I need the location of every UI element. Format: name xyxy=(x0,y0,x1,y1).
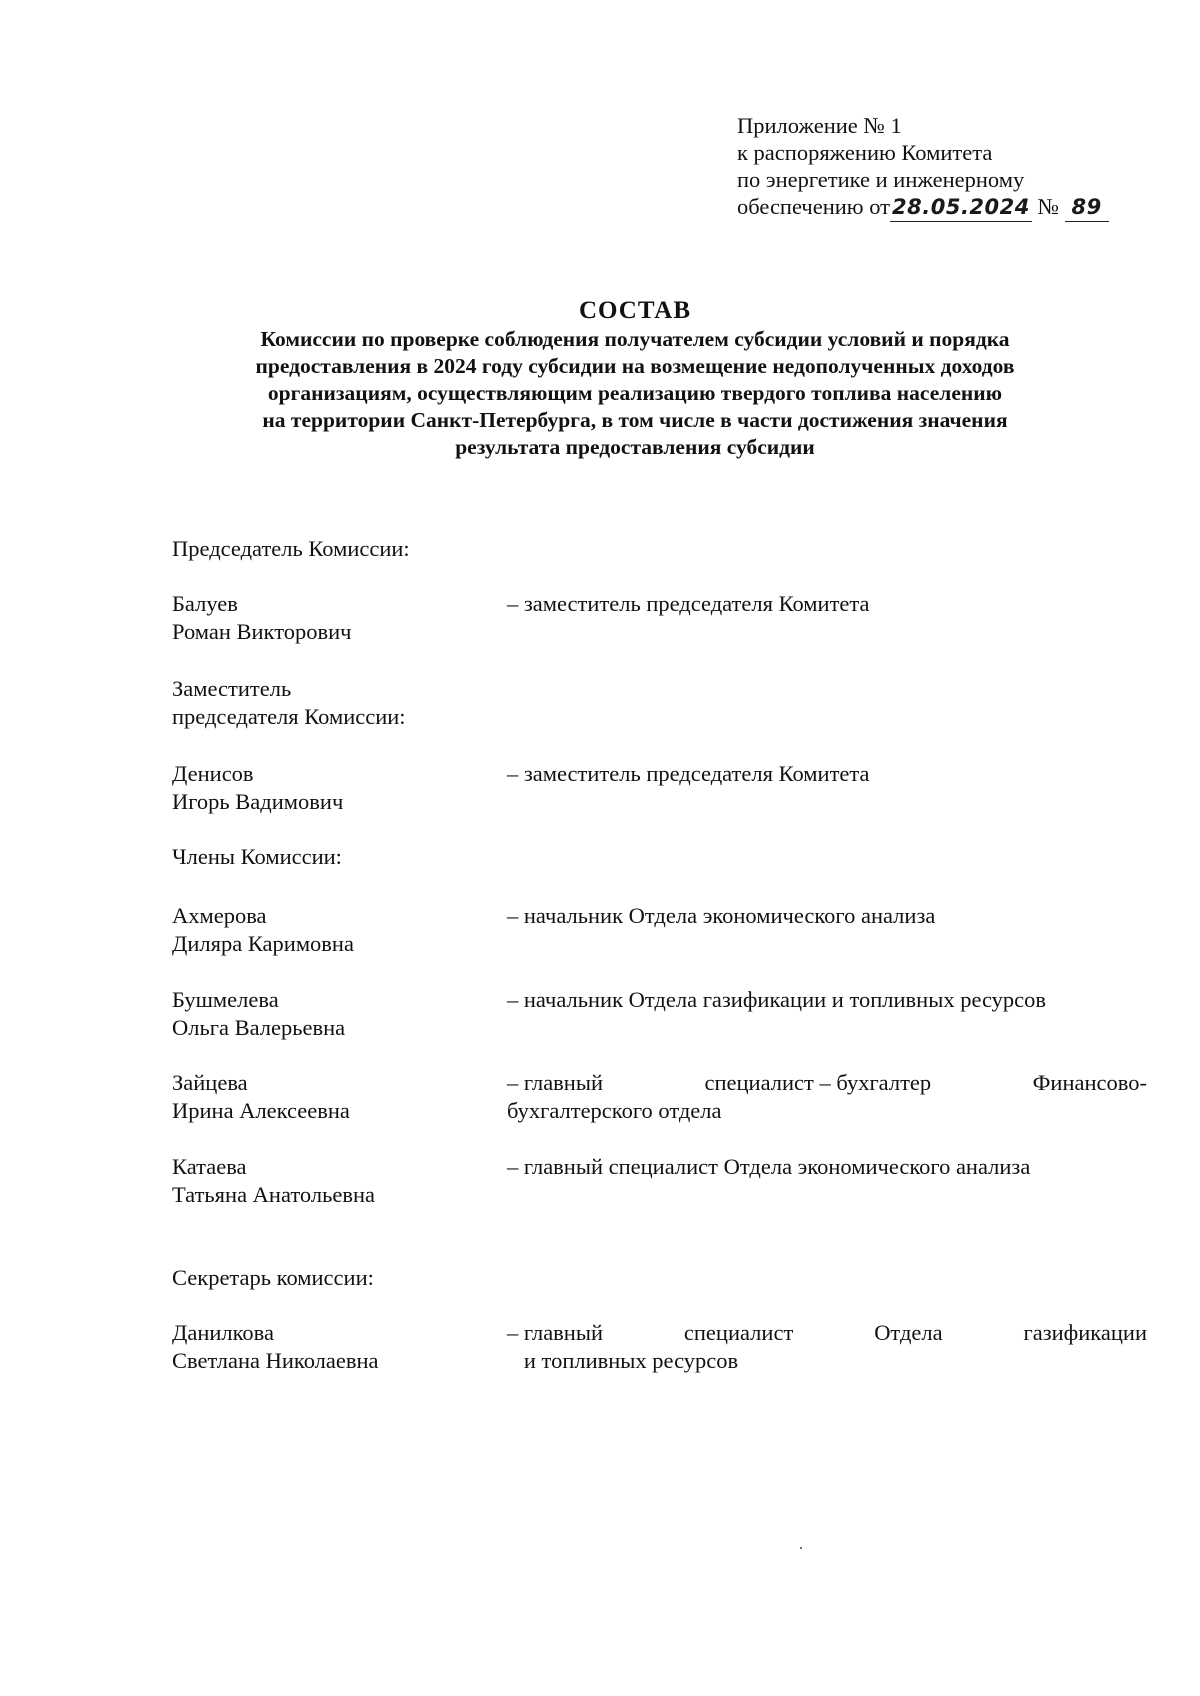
role-word: – главный xyxy=(507,1070,603,1095)
role-word: газификации xyxy=(1023,1320,1147,1345)
member-name xyxy=(172,590,492,646)
member-role xyxy=(507,1153,1147,1181)
member-given-name: Игорь Вадимович xyxy=(172,789,344,814)
handwritten-date: 28.05.2024 xyxy=(890,194,1032,222)
appendix-date-prefix: обеспечению от xyxy=(737,194,891,219)
deputy-label xyxy=(172,675,406,731)
member-role-line-2: бухгалтерского отдела xyxy=(507,1098,722,1123)
heading-subtitle-line-4: на территории Санкт-Петербурга, в том числе в части достижения значения xyxy=(262,408,1008,432)
members-label: Члены Комиссии: xyxy=(172,844,342,869)
member-role xyxy=(507,986,1147,1014)
member-role-line-2: и топливных ресурсов xyxy=(507,1348,739,1373)
member-name xyxy=(172,902,492,958)
appendix-line-3: по энергетике и инженерному xyxy=(737,167,1025,192)
document-title: СОСТАВ xyxy=(578,297,692,324)
member-role xyxy=(507,1319,1147,1375)
member-surname: Бушмелева xyxy=(172,987,279,1012)
number-sign: № xyxy=(1037,194,1059,219)
role-word: Финансово- xyxy=(1032,1070,1147,1095)
member-role xyxy=(507,902,1147,930)
member-role xyxy=(507,1069,1147,1125)
role-word: Отдела xyxy=(874,1320,943,1345)
secretary-label: Секретарь комиссии: xyxy=(172,1265,374,1290)
member-name xyxy=(172,760,492,816)
appendix-line-4 xyxy=(737,193,1109,222)
member-surname: Ахмерова xyxy=(172,903,267,928)
document-heading xyxy=(170,296,1100,461)
member-given-name: Ольга Валерьевна xyxy=(172,1015,346,1040)
role-word: специалист – бухгалтер xyxy=(704,1070,932,1095)
member-role-text: – начальник Отдела газификации и топливных ресурсов xyxy=(507,987,1047,1012)
member-surname: Зайцева xyxy=(172,1070,248,1095)
member-given-name: Диляра Каримовна xyxy=(172,931,354,956)
role-word: специалист xyxy=(683,1320,794,1345)
member-role xyxy=(507,760,1147,788)
member-role-text: – заместитель председателя Комитета xyxy=(507,761,870,786)
heading-subtitle-line-2: предоставления в 2024 году субсидии на возмещение недополученных доходов xyxy=(255,354,1015,378)
member-role xyxy=(507,590,1147,618)
member-given-name: Татьяна Анатольевна xyxy=(172,1182,375,1207)
member-role-line-1 xyxy=(507,1069,1147,1097)
member-surname: Денисов xyxy=(172,761,254,786)
member-surname: Данилкова xyxy=(172,1320,274,1345)
member-name xyxy=(172,1153,492,1209)
role-word: – главный xyxy=(507,1320,603,1345)
member-given-name: Роман Викторович xyxy=(172,619,352,644)
member-given-name: Ирина Алексеевна xyxy=(172,1098,350,1123)
member-role-text: – заместитель председателя Комитета xyxy=(507,591,870,616)
member-role-text: – главный специалист Отдела экономического анализа xyxy=(507,1154,1031,1179)
appendix-line-1: Приложение № 1 xyxy=(737,113,902,138)
scan-speck xyxy=(800,1547,802,1549)
member-surname: Катаева xyxy=(172,1154,247,1179)
heading-subtitle-line-5: результата предоставления субсидии xyxy=(455,435,815,459)
deputy-label-line-2: председателя Комиссии: xyxy=(172,704,406,729)
chairman-label: Председатель Комиссии: xyxy=(172,536,410,561)
appendix-block xyxy=(737,112,1109,222)
handwritten-number: 89 xyxy=(1065,194,1109,222)
member-role-line-1 xyxy=(507,1319,1147,1347)
appendix-line-2: к распоряжению Комитета xyxy=(737,140,993,165)
deputy-label-line-1: Заместитель xyxy=(172,676,292,701)
member-surname: Балуев xyxy=(172,591,238,616)
member-name xyxy=(172,986,492,1042)
member-given-name: Светлана Николаевна xyxy=(172,1348,379,1373)
member-role-text: – начальник Отдела экономического анализа xyxy=(507,903,936,928)
heading-subtitle-line-3: организациям, осуществляющим реализацию твердого топлива населению xyxy=(267,381,1003,405)
member-name xyxy=(172,1069,492,1125)
member-name xyxy=(172,1319,492,1375)
heading-subtitle-line-1: Комиссии по проверке соблюдения получателем субсидии условий и порядка xyxy=(260,327,1010,351)
